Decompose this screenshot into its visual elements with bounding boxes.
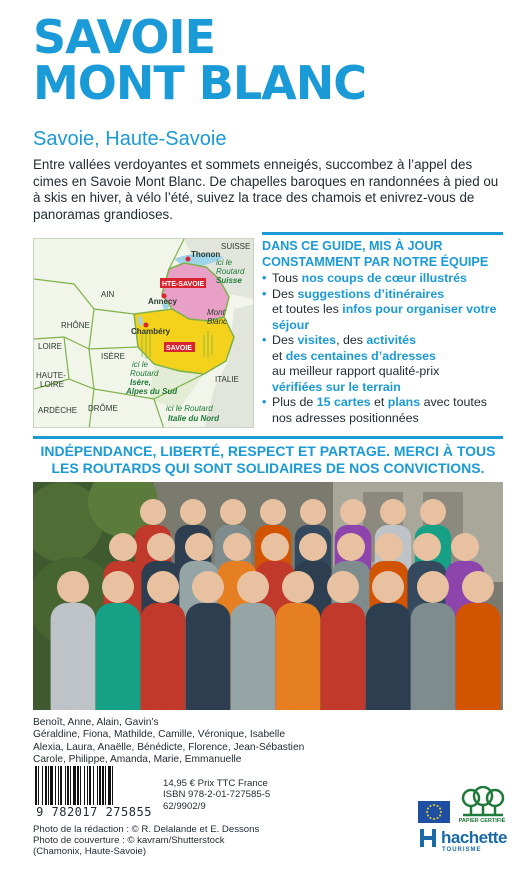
team-photo-illustration: [33, 482, 503, 710]
map-label-alpes-du-sud: Alpes du Sud: [126, 387, 178, 396]
eu-star: [433, 804, 435, 806]
guide-list: [262, 271, 507, 426]
book-subtitle: Savoie, Haute-Savoie: [33, 128, 227, 150]
map-label-suisse: SUISSE: [221, 242, 251, 251]
barcode-bar: [102, 766, 104, 806]
barcode-bars: [33, 766, 155, 806]
person-body: [456, 603, 501, 710]
map-label-loire-2: LOIRE: [40, 380, 65, 389]
person-head: [462, 571, 494, 603]
map-label-isere-guide: Isère,: [130, 378, 151, 387]
map-label-ici-le-1: ici le: [216, 258, 233, 267]
person-head: [372, 571, 404, 603]
person-body: [231, 603, 276, 710]
barcode-bar: [73, 766, 76, 806]
eu-star: [430, 817, 432, 819]
barcode-bar: [65, 766, 66, 806]
person-head: [237, 571, 269, 603]
person-body: [366, 603, 411, 710]
map-label-italie-du-nord: Italie du Nord: [168, 414, 220, 423]
person-head: [140, 499, 166, 525]
barcode-bar: [84, 766, 85, 806]
eu-star: [430, 805, 432, 807]
person-body: [186, 603, 231, 710]
person-body: [96, 603, 141, 710]
person-head: [192, 571, 224, 603]
map-label-isere: ISÈRE: [101, 352, 126, 361]
guide-item-3: • Des visites, des activités et des centaines d’adresses au meilleur rapport qualité-prix vérifiées sur le terrain: [262, 333, 507, 395]
eu-star: [426, 811, 428, 813]
barcode-bar: [45, 766, 47, 806]
eu-star: [427, 808, 429, 810]
map-label-annecy: Annecy: [148, 297, 177, 306]
barcode-number: 9 782017 275855: [33, 805, 155, 819]
person-head: [57, 571, 89, 603]
barcode-bar: [105, 766, 106, 806]
eu-star: [437, 805, 439, 807]
eu-star: [427, 815, 429, 817]
barcode-bar: [60, 766, 62, 806]
title-line-2: MONT BLANC: [33, 56, 367, 110]
map-label-routard-2: Routard: [130, 369, 159, 378]
team-photo: [33, 482, 503, 710]
trees-icon: [459, 786, 507, 818]
map-label-routard-1: Routard: [216, 267, 245, 276]
region-map: [33, 238, 254, 428]
barcode-bar: [48, 766, 49, 806]
person-head: [300, 499, 326, 525]
person-head: [180, 499, 206, 525]
person-head: [413, 533, 441, 561]
barcode-bar: [80, 766, 81, 806]
map-label-loire: LOIRE: [38, 342, 63, 351]
barcode-bar: [58, 766, 59, 806]
person-head: [299, 533, 327, 561]
map-label-ici-le-3: ici le Routard: [166, 404, 213, 413]
person-head: [451, 533, 479, 561]
barcode-bar: [77, 766, 79, 806]
guide-heading: DANS CE GUIDE, MIS À JOUR CONSTAMMENT PAR NOTRE ÉQUIPE: [262, 239, 489, 269]
map-label-rhone: RHÔNE: [61, 321, 90, 330]
barcode-bar: [67, 766, 69, 806]
map-label-blanc: Blanc: [207, 317, 228, 326]
photo-caption: Benoît, Anne, Alain, Gavin’s Géraldine, Fiona, Mathilde, Camille, Véronique, Isabelle Alexia, Laura, Anaëlle, Bénédicte, Florence, Jean-Sébastien Carole, Philippe, Amanda, Marie, Emmanuelle: [33, 717, 305, 765]
map-label-chambery: Chambéry: [131, 327, 171, 336]
map-label-mont: Mont: [207, 308, 225, 317]
barcode-bar: [38, 766, 39, 806]
photo-credits: Photo de la rédaction : © R. Delalande et E. Dessons Photo de couverture : © kavram/Shutterstock (Chamonix, Haute-Savoie): [33, 824, 260, 858]
person-body: [321, 603, 366, 710]
hachette-h-icon: [418, 826, 438, 850]
person-head: [420, 499, 446, 525]
person-head: [337, 533, 365, 561]
slogan: INDÉPENDANCE, LIBERTÉ, RESPECT ET PARTAGE. MERCI À TOUS LES ROUTARDS QUI SONT SOLIDAIRES DE NOS CONVICTIONS.: [40, 443, 496, 476]
person-body: [276, 603, 321, 710]
person-head: [261, 533, 289, 561]
barcode-bar: [112, 766, 113, 806]
person-head: [147, 571, 179, 603]
person-head: [327, 571, 359, 603]
intro-paragraph: Entre vallées verdoyantes et sommets enneigés, succombez à l’appel des cimes en Savoie Mont Blanc. De chapelles baroques en randonnées à pied ou à skis en hiver, à vélo l’été, suivez la trace des chamois et enivrez-vous de panoramas grandioses.: [33, 157, 499, 222]
person-head: [340, 499, 366, 525]
eu-star: [439, 808, 441, 810]
price-line: 14,95 € Prix TTC France: [163, 778, 268, 789]
guide-item-2: • Des suggestions d’itinéraires et toutes les infos pour organiser votre séjour: [262, 287, 507, 334]
barcode-bar: [42, 766, 43, 806]
person-head: [380, 499, 406, 525]
person-head: [147, 533, 175, 561]
person-head: [223, 533, 251, 561]
map-label-haute: HAUTE-: [36, 371, 66, 380]
eu-star: [437, 817, 439, 819]
barcode-bar: [55, 766, 56, 806]
map-label-italie: ITALIE: [215, 375, 239, 384]
map-label-hte-savoie: HTE-SAVOIE: [162, 281, 205, 288]
hachette-wordmark: hachette: [441, 828, 507, 847]
guide-features: [262, 239, 507, 426]
map-label-savoie: SAVOIE: [166, 345, 192, 352]
eu-flag-icon: [418, 801, 450, 823]
guide-item-1: • Tous nos coups de cœur illustrés: [262, 271, 507, 287]
barcode-bar: [108, 766, 111, 806]
barcode-bar: [87, 766, 88, 806]
eu-star: [433, 818, 435, 820]
title-line-1: SAVOIE: [33, 10, 216, 64]
eu-star: [440, 811, 442, 813]
map-label-drome: DRÔME: [88, 404, 118, 413]
person-head: [417, 571, 449, 603]
map-label-suisse-guide: Suisse: [216, 276, 242, 285]
slogan-rule: [33, 436, 503, 439]
person-head: [260, 499, 286, 525]
person-head: [109, 533, 137, 561]
barcode-bar: [93, 766, 94, 806]
eu-star: [439, 815, 441, 817]
person-head: [375, 533, 403, 561]
hachette-tourisme: TOURISME: [442, 847, 482, 853]
barcode-bar: [35, 766, 37, 806]
person-body: [141, 603, 186, 710]
code-line: 62/9902/9: [163, 800, 206, 812]
barcode-bar: [70, 766, 71, 806]
map-label-ardeche: ARDÈCHE: [38, 406, 78, 415]
map-label-ain: AIN: [101, 290, 115, 299]
book-title: [33, 10, 503, 110]
guide-item-4: • Plus de 15 cartes et plans avec toutes nos adresses positionnées: [262, 395, 507, 426]
region-map-svg: [34, 239, 254, 428]
person-head: [220, 499, 246, 525]
certified-paper-label: PAPIER CERTIFIÉ: [458, 818, 506, 824]
map-label-ici-le-2: ici le: [132, 360, 149, 369]
guide-rule: [262, 232, 503, 235]
isbn-line: ISBN 978-2-01-727585-5: [163, 789, 271, 801]
person-head: [185, 533, 213, 561]
person-head: [102, 571, 134, 603]
map-label-thonon: Thonon: [191, 250, 221, 259]
barcode-bar: [97, 766, 98, 806]
barcode-bar: [89, 766, 91, 806]
person-head: [282, 571, 314, 603]
barcode-bar: [99, 766, 101, 806]
barcode-bar: [50, 766, 53, 806]
person-body: [51, 603, 96, 710]
person-body: [411, 603, 456, 710]
price-block: [163, 778, 270, 812]
